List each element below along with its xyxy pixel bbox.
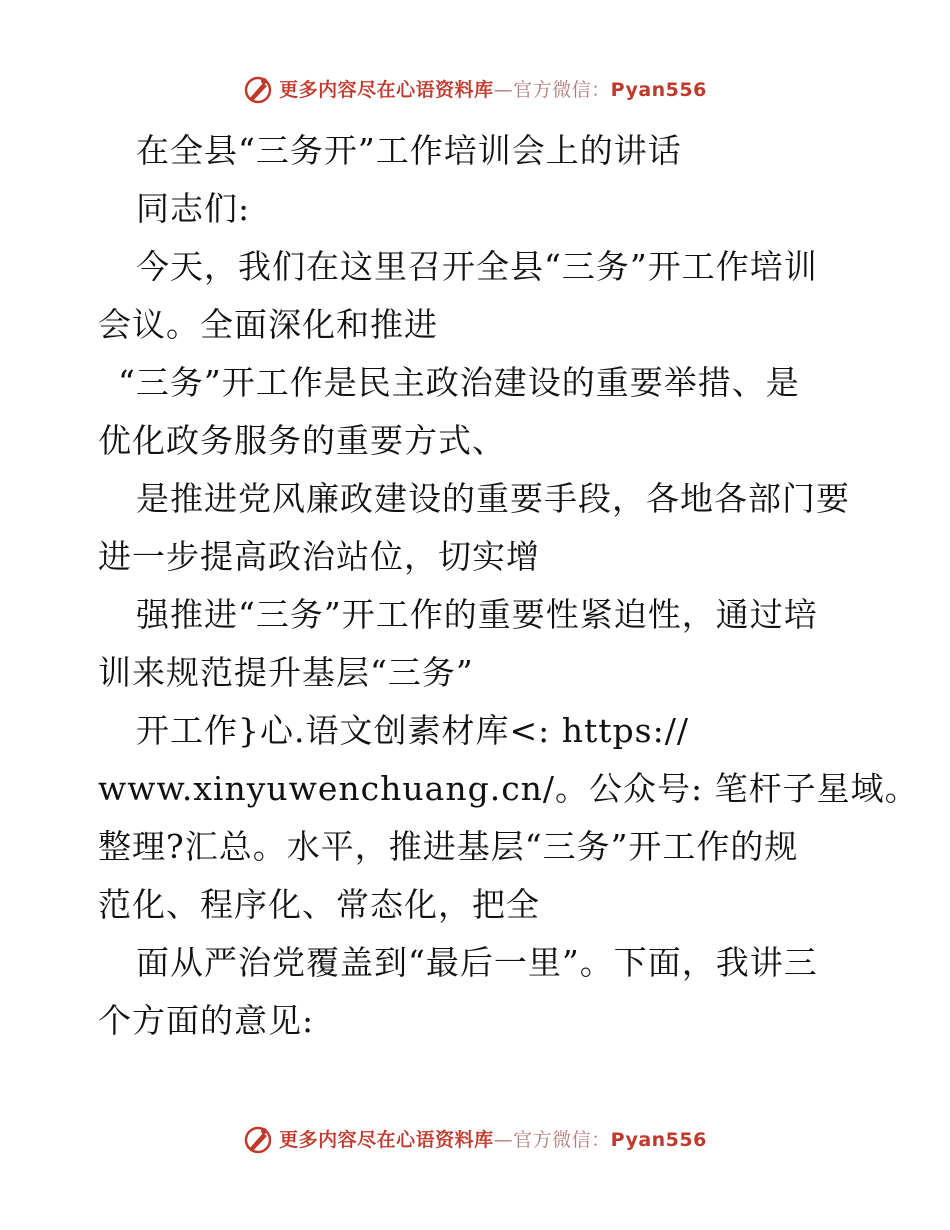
paragraph-line: 训来规范提升基层“三务” — [98, 653, 474, 692]
header-banner-sep: — — [493, 78, 514, 101]
greeting-line: 同志们: — [136, 189, 251, 228]
footer-banner-text — [279, 1128, 707, 1151]
footer-banner-sep: — — [493, 1128, 514, 1151]
paragraph-line: 进一步提高政治站位，切实增 — [98, 537, 540, 576]
paragraph-line: “三务”开工作是民主政治建设的重要举措、是 — [118, 363, 800, 402]
header-banner-text — [279, 78, 707, 101]
paragraph-line: 强推进“三务”开工作的重要性紧迫性，通过培 — [136, 595, 818, 634]
pen-logo-icon — [243, 75, 273, 105]
document-title: 在全县“三务开”工作培训会上的讲话 — [136, 131, 682, 170]
footer-banner-sub: 官方微信： — [513, 1128, 611, 1151]
footer-banner-main: 更多内容尽在心语资料库 — [279, 1128, 494, 1151]
pen-logo-icon — [243, 1125, 273, 1155]
header-banner-sub: 官方微信： — [513, 78, 611, 101]
paragraph-line: 整理?汇总。水平，推进基层“三务”开工作的规 — [98, 827, 799, 866]
paragraph-line: 今天，我们在这里召开全县“三务”开工作培训 — [136, 247, 818, 286]
paragraph-line: www.xinyuwenchuang.cn/。公众号: 笔杆子星域。 — [98, 769, 919, 808]
footer-banner-id: Pyan556 — [610, 1128, 707, 1151]
footer-banner — [0, 1120, 950, 1160]
paragraph-line: 个方面的意见: — [98, 1001, 315, 1040]
header-banner — [0, 70, 950, 110]
document-body — [98, 122, 919, 1050]
paragraph-line: 是推进党风廉政建设的重要手段，各地各部门要 — [136, 479, 850, 518]
header-banner-main: 更多内容尽在心语资料库 — [279, 78, 494, 101]
paragraph-line: 面从严治党覆盖到“最后一里”。下面，我讲三 — [136, 943, 818, 982]
paragraph-line: 范化、程序化、常态化，把全 — [98, 885, 540, 924]
header-banner-id: Pyan556 — [610, 78, 707, 101]
paragraph-line: 优化政务服务的重要方式、 — [98, 421, 506, 460]
paragraph-line: 开工作}心.语文创素材库<: https:// — [136, 711, 689, 750]
paragraph-line: 会议。全面深化和推进 — [98, 305, 438, 344]
